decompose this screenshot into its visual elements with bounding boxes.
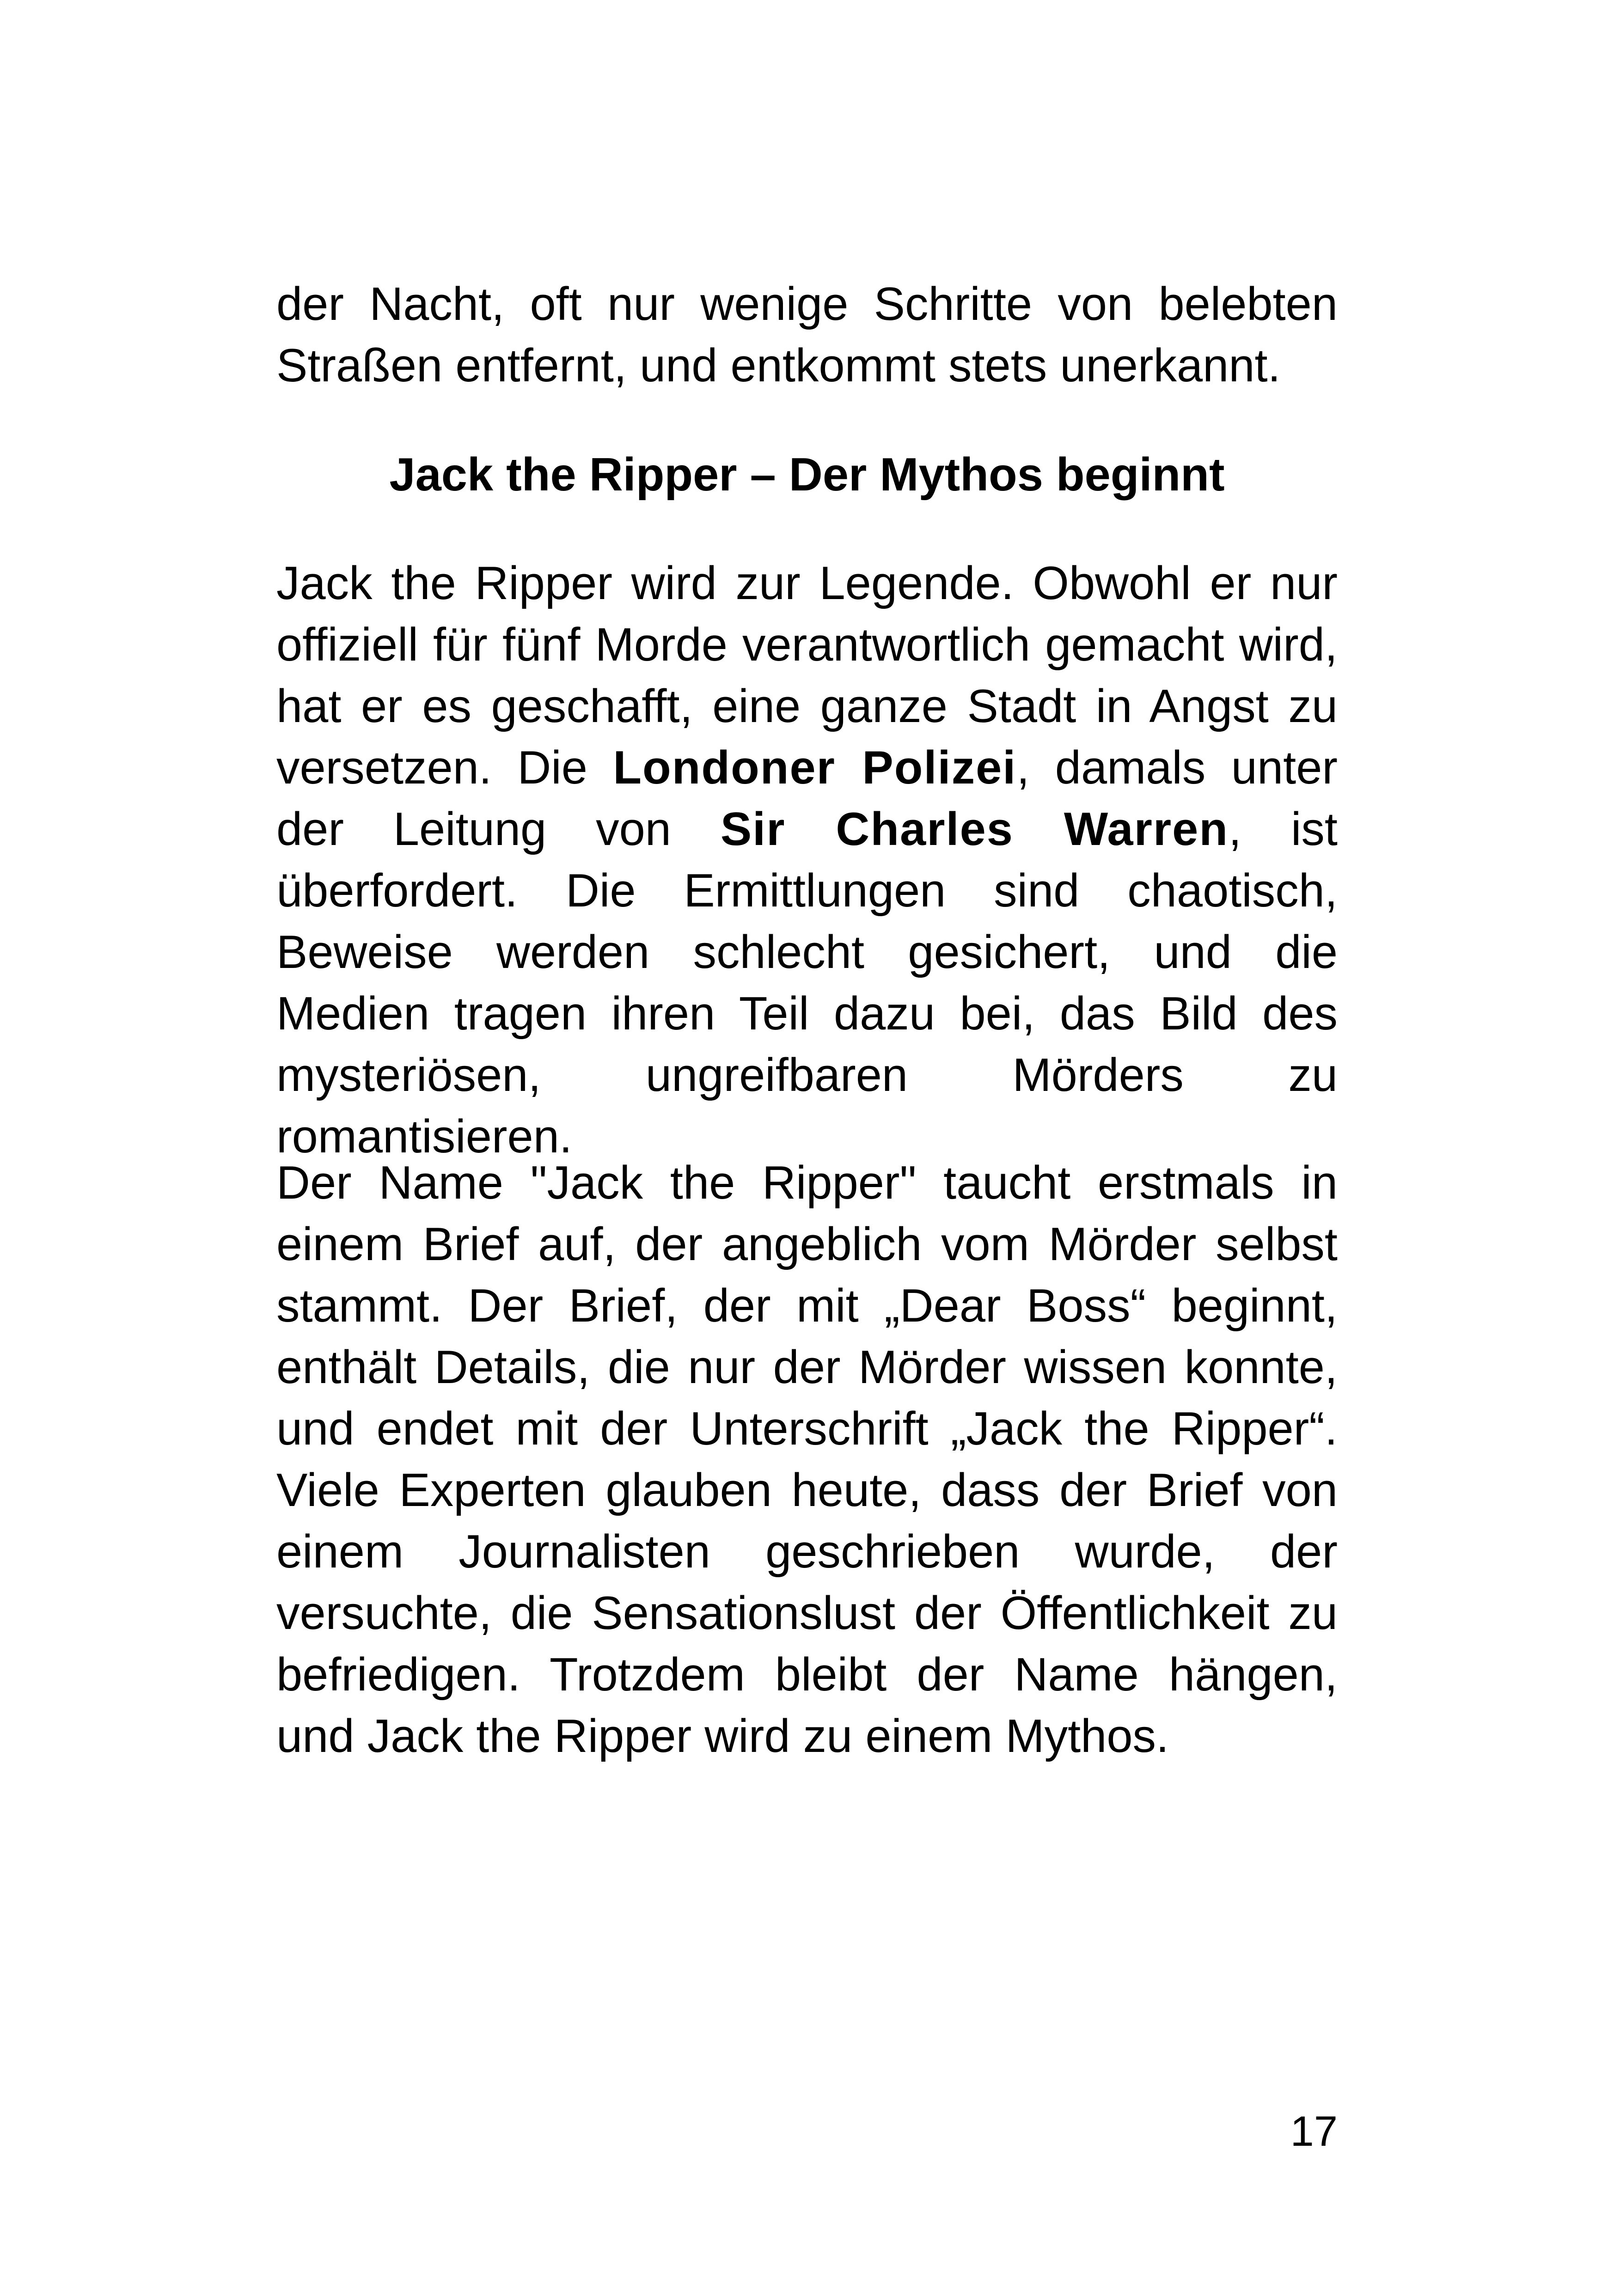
- paragraph-text: , damals unter der Leitung von: [276, 742, 1338, 855]
- paragraph-continuation: der Nacht, oft nur wenige Schritte von belebten Straßen entfernt, und entkommt stets unerkannt.: [276, 278, 1338, 392]
- bold-charles-warren: Sir Charles Warren: [720, 803, 1229, 855]
- paragraph-text: Jack the Ripper wird zur Legende. Obwohl er nur offiziell für fünf Morde verantwortlich gemacht wird, hat er es geschafft, eine ganze Stadt in Angst zu versetzen. Die: [276, 557, 1338, 794]
- paragraph-legend: [276, 553, 1338, 1168]
- section-heading: Jack the Ripper – Der Mythos beginnt: [389, 449, 1225, 501]
- paragraph-text: , ist überfordert. Die Ermittlungen sind chaotisch, Beweise werden schlecht gesichert, und die Medien tragen ihren Teil dazu bei, das Bild des mysteriösen, ungreifbaren Mörders zu romantisieren.: [276, 803, 1338, 1163]
- paragraph-name-origin: Der Name "Jack the Ripper" taucht erstmals in einem Brief auf, der angeblich vom Mörder selbst stammt. Der Brief, der mit „Dear Boss“ beginnt, enthält Details, die nur der Mörder wissen konnte, und endet mit der Unterschrift „Jack the Ripper“. Viele Experten glauben heute, dass der Brief von einem Journalisten geschrieben wurde, der versuchte, die Sensationslust der Öffentlichkeit zu befriedigen. Trotzdem bleibt der Name hängen, und Jack the Ripper wird zu einem Mythos.: [276, 1157, 1338, 1762]
- page-number: 17: [1290, 2108, 1338, 2155]
- bold-london-police: Londoner Polizei: [613, 742, 1017, 794]
